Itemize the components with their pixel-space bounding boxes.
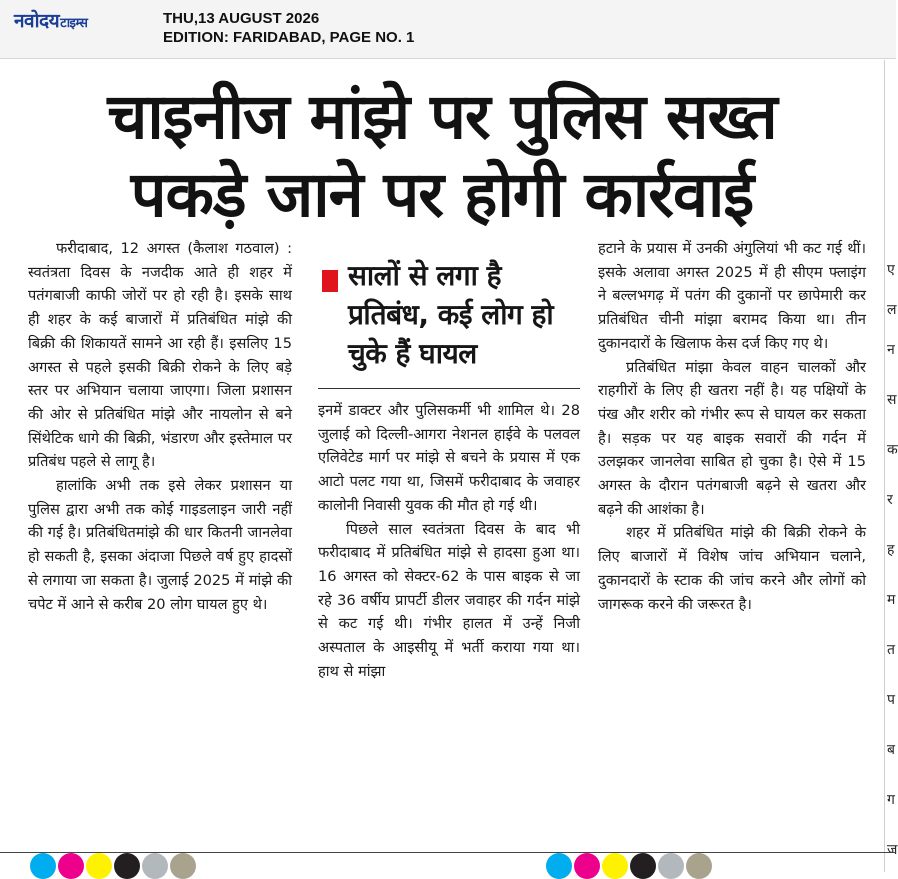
registration-dot [86, 853, 112, 879]
paragraph: इनमें डाक्टर और पुलिसकर्मी भी शामिल थे। 28 जुलाई को दिल्ली-आगरा नेशनल हाईवे के पलवल एलिवेटेड मार्ग पर मांझे से बचने के प्रयास में एक आटो पलट गया था, जिसमें फरीदाबाद के जवाहर कालोनी निवासी युवक की मौत हो गई थी। [318, 402, 580, 514]
article-column-1 [28, 237, 292, 616]
registration-dot [602, 853, 628, 879]
paragraph: हटाने के प्रयास में उनकी अंगुलियां भी कट गई थीं। इसके अलावा अगस्त 2025 में ही सीएम फ्लाइंग ने बल्लभगढ़ में पतंग की दुकानों पर छापेमारी कर प्रतिबंधित चीनी मांझा बरामद किया था। तीन दुकानदारों के खिलाफ केस दर्ज किए गए थे। [598, 240, 866, 352]
headline-line-2: पकड़े जाने पर होगी कार्रवाई [130, 158, 754, 231]
registration-dot [114, 853, 140, 879]
newspaper-logo[interactable] [14, 7, 87, 33]
top-bar [0, 0, 896, 59]
paragraph: फरीदाबाद, 12 अगस्त (कैलाश गठवाल) : स्वतंत्रता दिवस के नजदीक आते ही शहर में पतंगबाजी काफी जोरों पर हो रही है। इसके साथ ही शहर के कई बाजारों में प्रतिबंधित मांझे की बिक्री की शिकायतें सामने आ रही हैं। इसलिए 15 अगस्त से पहले इसकी बिक्री रोकने के लिए बड़े स्तर पर अभियान चलाया जाएगा। जिला प्रशासन की ओर से प्रतिबंधित मांझे और नायलोन से बने सिंथेटिक धागे की बिक्री, भंडारण और इस्तेमाल पर प्रतिबंध पहले से लागू है। [28, 240, 292, 471]
adjacent-page-edge: ए ल न स क र ह म त प ब ग ज [884, 60, 897, 872]
registration-dot [142, 853, 168, 879]
edition-date: THU,13 AUGUST 2026 [163, 10, 320, 27]
registration-dot [170, 853, 196, 879]
print-registration-bar [0, 852, 896, 873]
registration-dot [686, 853, 712, 879]
logo-sub-text: टाइम्स [60, 16, 88, 31]
registration-dot [58, 853, 84, 879]
article-column-3 [598, 237, 866, 616]
red-square-bullet-icon [322, 270, 338, 292]
paragraph: पिछले साल स्वतंत्रता दिवस के बाद भी फरीदाबाद में प्रतिबंधित मांझे से हादसा हुआ था। 16 अगस्त को सेक्टर-62 के पास बाइक से जा रहे 36 वर्षीय प्रापर्टी डीलर जवाहर की गर्दन मांझे से कट गई थी। गंभीर हालत में उन्हें निजी अस्पताल के आइसीयू में भर्ती कराया गया था। हाथ से मांझा [318, 520, 580, 680]
article-headline [0, 78, 884, 234]
registration-dot [30, 853, 56, 879]
registration-dot [630, 853, 656, 879]
subheading-box [318, 248, 580, 389]
column-body [318, 399, 580, 683]
registration-dot [546, 853, 572, 879]
edition-name: EDITION: FARIDABAD, PAGE NO. 1 [163, 29, 415, 46]
subheading: सालों से लगा है प्रतिबंध, कई लोग हो चुके हैं घायल [348, 259, 554, 370]
logo-main-text: नवोदय [14, 10, 60, 32]
registration-dot [574, 853, 600, 879]
edition-info [163, 9, 414, 47]
headline-line-1: चाइनीज मांझे पर पुलिस सख्त [107, 80, 777, 153]
paragraph: प्रतिबंधित मांझा केवल वाहन चालकों और राहगीरों के लिए ही खतरा नहीं है। यह पक्षियों के पंख और शरीर को गंभीर रूप से घायल कर सकता है। सड़क पर यह बाइक सवारों की गर्दन में उलझकर जानलेवा साबित हो चुका है। ऐसे में 15 अगस्त के दौरान पतंगबाजी बढ़ने से खतरा और बढ़ने की आशंका है। [598, 358, 866, 518]
article-column-2 [318, 248, 580, 683]
registration-dot [658, 853, 684, 879]
paragraph: शहर में प्रतिबंधित मांझे की बिक्री रोकने के लिए बाजारों में विशेष जांच अभियान चलाने, दुकानदारों के स्टाक की जांच करने और लोगों को जागरूक करने की जरूरत है। [598, 524, 866, 613]
paragraph: हालांकि अभी तक इसे लेकर प्रशासन या पुलिस द्वारा अभी तक कोई गाइडलाइन जारी नहीं की गई है। प्रतिबंधितमांझे की धार कितनी जानलेवा हो सकती है, इसका अंदाजा पिछले वर्ष हुए हादसों से लगाया जा सकता है। जुलाई 2025 में मांझे की चपेट में आने से करीब 20 लोग घायल हुए थे। [28, 477, 292, 613]
